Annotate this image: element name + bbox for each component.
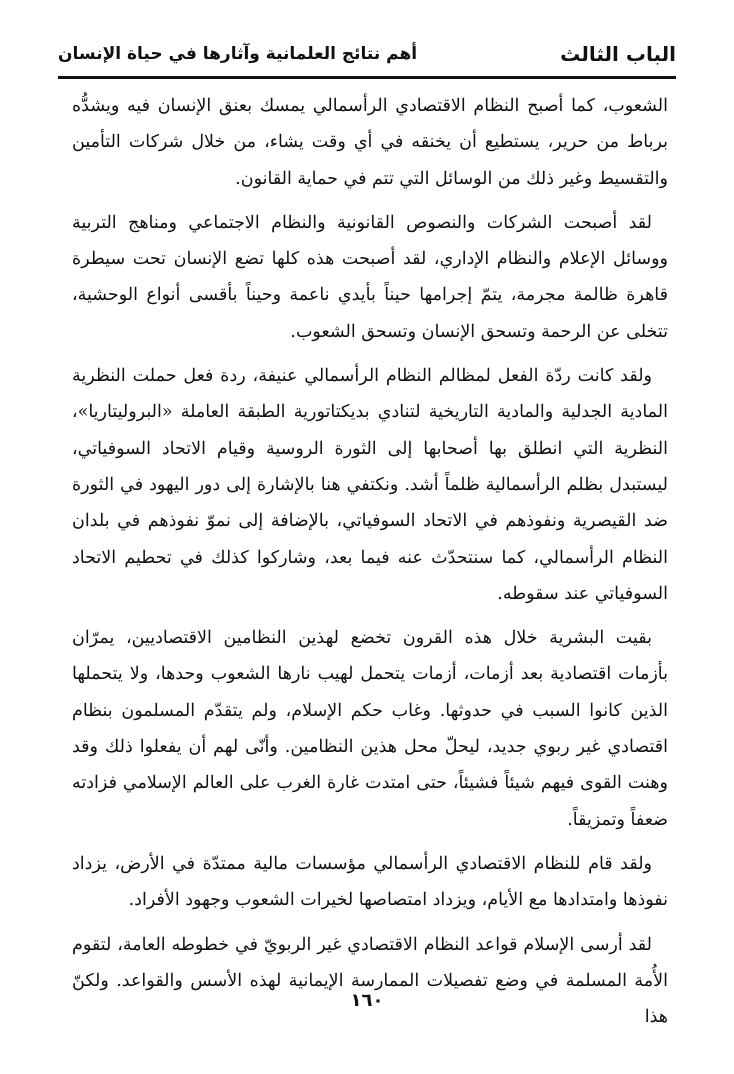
chapter-title: الباب الثالث — [560, 42, 676, 66]
running-header — [58, 34, 676, 74]
book-title: أهم نتائج العلمانية وآثارها في حياة الإنسان — [58, 44, 418, 64]
paragraph-3: ولقد كانت ردّة الفعل لمظالم النظام الرأسمالي عنيفة، ردة فعل حملت النظرية المادية الجدلية والمادية التاريخية لتنادي بديكتاتورية الطبقة العاملة «البروليتاريا»، النظرية التي انطلق بها أصحابها إلى الثورة الروسية وقيام الاتحاد السوفياتي، ليستبدل بظلم الرأسمالية ظلماً أشد. ونكتفي هنا بالإشارة إلى دور اليهود في الثورة ضد القيصرية ونفوذهم في الاتحاد السوفياتي، بالإضافة إلى نموّ نفوذهم في بلدان النظام الرأسمالي، كما سنتحدّث عنه فيما بعد، وشاركوا كذلك في تحطيم الاتحاد السوفياتي عند سقوطه. — [72, 366, 668, 604]
header-divider — [58, 76, 676, 79]
page-number: ١٦٠ — [350, 990, 384, 1011]
paragraph-1: الشعوب، كما أصبح النظام الاقتصادي الرأسمالي يمسك بعنق الإنسان فيه ويشدُّه برباط من حرير، يستطيع أن يخنقه في أي وقت يشاء، من خلال شركات التأمين والتقسيط وغير ذلك من الوسائل التي تتم في حماية القانون. — [72, 96, 668, 189]
paragraph-6: لقد أرسى الإسلام قواعد النظام الاقتصادي غير الربويّ في خطوطه العامة، لتقوم الأُمة المسلمة في وضع تفصيلات الممارسة الإيمانية لهذه الأسس والقواعد. ولكنّ هذا — [72, 934, 668, 1028]
paragraph-4: بقيت البشرية خلال هذه القرون تخضع لهذين النظامين الاقتصاديين، يمرّان بأزمات اقتصادية بعد أزمات، أزمات يتحمل لهيب نارها الشعوب وحدها، ولا يتحملها الذين كانوا السبب في حدوثها. وغاب حكم الإسلام، ولم يتقدّم المسلمون بنظام اقتصادي غير ربوي جديد، ليحلّ محل هذين النظامين. وأنّى لهم أن يفعلوا ذلك وقد وهنت القوى فيهم شيئاً فشيئاً، حتى امتدت غارة الغرب على العالم الإسلامي فزادته ضعفاً وتمزيقاً. — [72, 628, 668, 830]
paragraph-2: لقد أصبحت الشركات والنصوص القانونية والنظام الاجتماعي ومناهج التربية ووسائل الإعلام والنظام الإداري، لقد أصبحت هذه كلها تضع الإنسان تحت سيطرة قاهرة ظالمة مجرمة، يتمّ إجرامها حيناً بأيدي ناعمة وحيناً بأقسى أنواع الوحشية، تتخلى عن الرحمة وتسحق الإنسان وتسحق الشعوب. — [72, 212, 668, 342]
body-text — [72, 88, 668, 1043]
paragraph-5: ولقد قام للنظام الاقتصادي الرأسمالي مؤسسات مالية ممتدّة في الأرض، يزداد نفوذها وامتدادها مع الأيام، ويزداد امتصاصها لخيرات الشعوب وجهود الأفراد. — [72, 853, 668, 911]
